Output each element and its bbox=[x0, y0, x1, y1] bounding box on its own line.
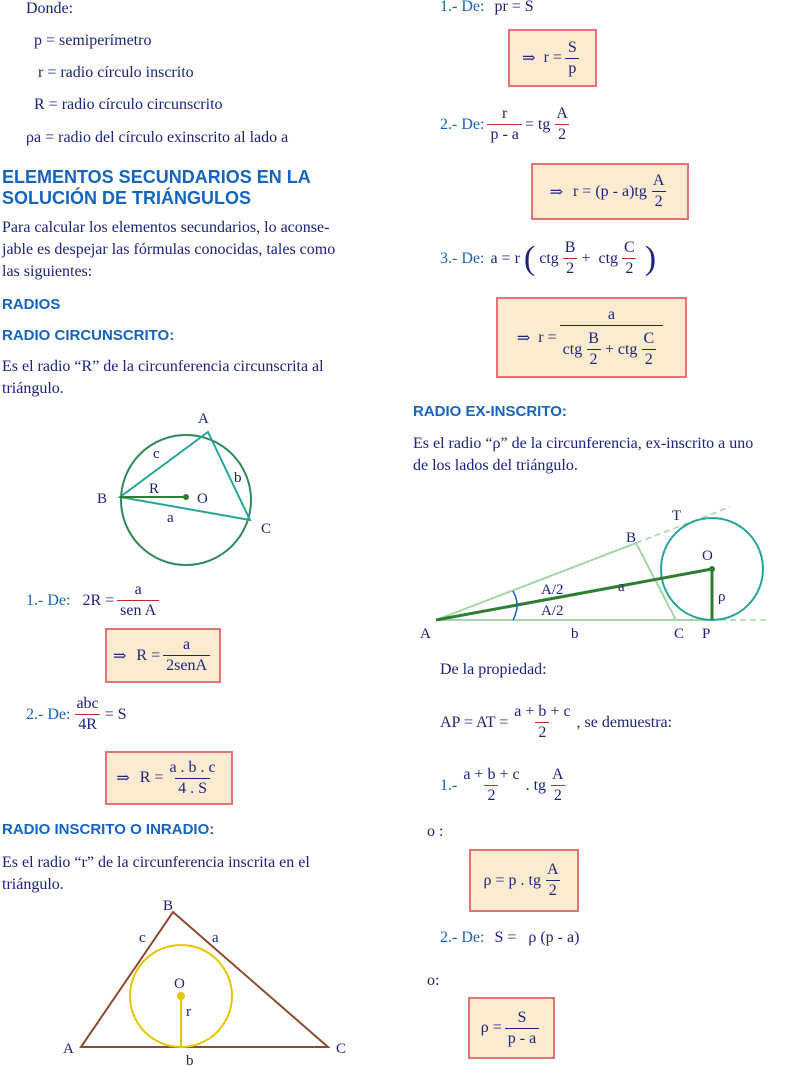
ex-b1-num: A bbox=[546, 861, 559, 878]
label-b: b bbox=[186, 1053, 194, 1066]
ex-o2: o: bbox=[427, 972, 440, 989]
label-B: B bbox=[97, 491, 108, 507]
exinscrito-prop: De la propiedad: bbox=[440, 661, 547, 678]
insc-f3-num2: C bbox=[624, 239, 635, 256]
label-O: O bbox=[174, 976, 185, 992]
insc-f2-label: 2.- De: bbox=[440, 115, 485, 133]
circ-b1-den: 2senA bbox=[163, 655, 210, 676]
insc-result-box-3 bbox=[496, 297, 687, 378]
circunscrito-desc bbox=[2, 356, 388, 400]
ex-f1-num2: A bbox=[552, 766, 564, 783]
exinscrito-desc-line1: Es el radio “ρ” de la circunferencia, ex-inscrito a uno bbox=[413, 435, 754, 452]
circ-b2-lhs: R = bbox=[139, 769, 164, 786]
circ-f2-frac bbox=[73, 694, 101, 735]
insc-b3-frac1 bbox=[585, 329, 602, 370]
insc-b3-lhs: r = bbox=[538, 328, 557, 346]
extension-AT bbox=[636, 507, 730, 543]
ex-ap-den: 2 bbox=[535, 722, 549, 743]
ex-formula-1 bbox=[440, 765, 570, 806]
ex-b2-den: p - a bbox=[505, 1028, 539, 1049]
insc-b3-plus: + ctg bbox=[604, 340, 638, 358]
radios-heading: RADIOS bbox=[2, 296, 61, 313]
label-A: A bbox=[63, 1041, 74, 1057]
insc-f3-ctg1: ctg bbox=[539, 249, 559, 267]
section-intro bbox=[2, 217, 388, 283]
excircle-figure bbox=[410, 500, 800, 645]
insc-f3-paren-left: ( bbox=[523, 239, 536, 277]
ex-f1-mid: . tg bbox=[525, 776, 547, 794]
insc-f2-num2: A bbox=[556, 105, 568, 122]
section-intro-line3: las siguientes: bbox=[2, 263, 93, 280]
label-a: a bbox=[212, 930, 219, 946]
insc-b3-num1: B bbox=[588, 330, 599, 347]
ex-b1-lhs: ρ = p . tg bbox=[483, 871, 541, 889]
insc-b1-arrow: ⇒ bbox=[522, 50, 536, 67]
ex-f1-num: a + b + c bbox=[463, 766, 520, 783]
ex-b2-num: S bbox=[517, 1008, 527, 1026]
exinscrito-desc-line2: de los lados del triángulo. bbox=[413, 457, 578, 474]
insc-b3-ctg1: ctg bbox=[562, 340, 583, 358]
section-title bbox=[2, 167, 311, 209]
circ-f2-label: 2.- De: bbox=[26, 705, 71, 723]
insc-f2-num: r bbox=[501, 105, 508, 122]
insc-f1-expr: pr = S bbox=[494, 0, 534, 15]
label-a: a bbox=[618, 579, 625, 595]
label-B: B bbox=[626, 530, 637, 546]
insc-b1-den: p bbox=[565, 58, 579, 79]
insc-b1-lhs: r = bbox=[543, 49, 562, 66]
ex-b2-lhs: ρ = bbox=[480, 1019, 502, 1036]
ex-formula-ap bbox=[440, 702, 672, 743]
label-c: c bbox=[139, 930, 146, 946]
label-C: C bbox=[336, 1041, 347, 1057]
ex-f1-frac2 bbox=[549, 765, 567, 806]
insc-formula-1 bbox=[440, 0, 534, 16]
circ-result-box-1 bbox=[105, 628, 221, 683]
ex-f2-expr: S = ρ (p - a) bbox=[494, 929, 580, 946]
insc-f3-den2: 2 bbox=[622, 258, 636, 279]
exinscrito-desc bbox=[413, 433, 798, 477]
label-O: O bbox=[197, 491, 208, 507]
definition-rho: ρa = radio del círculo exinscrito al lado a bbox=[26, 129, 289, 146]
insc-b2-arrow: ⇒ bbox=[549, 183, 563, 201]
inscribed-triangle bbox=[81, 912, 328, 1047]
inscrito-desc-line2: triángulo. bbox=[2, 876, 64, 893]
label-C: C bbox=[674, 626, 685, 642]
insc-b3-num: a bbox=[607, 306, 615, 323]
ex-f1-den: 2 bbox=[484, 785, 498, 806]
insc-result-box-1 bbox=[508, 29, 597, 87]
ex-ap-lhs: AP = AT = bbox=[440, 713, 509, 731]
inscribed-figure bbox=[55, 890, 355, 1066]
insc-f3-plus: + ctg bbox=[581, 249, 619, 267]
ex-result-box-1 bbox=[469, 849, 579, 912]
insc-f2-frac2 bbox=[553, 104, 571, 145]
section-intro-line2: jable es despejar las fórmulas conocidas, tales como bbox=[2, 241, 336, 258]
insc-b3-bigfrac bbox=[560, 305, 663, 370]
circumscribed-triangle bbox=[120, 432, 250, 520]
side-AB bbox=[436, 543, 636, 620]
label-A: A bbox=[420, 626, 431, 642]
circ-f1-den: sen A bbox=[117, 600, 159, 621]
ex-formula-2 bbox=[440, 929, 579, 947]
ex-b1-frac bbox=[544, 860, 562, 901]
definitions-intro: Donde: bbox=[26, 0, 74, 17]
label-A-half-1: A/2 bbox=[541, 582, 564, 598]
insc-b3-num2: C bbox=[643, 330, 655, 347]
label-T: T bbox=[672, 508, 682, 524]
circumscribed-figure bbox=[80, 405, 300, 580]
insc-f3-paren-right: ) bbox=[644, 239, 657, 277]
ex-f1-label: 1.- bbox=[440, 776, 458, 794]
circ-b1-lhs: R = bbox=[136, 646, 161, 664]
label-B: B bbox=[163, 898, 174, 914]
circ-formula-1 bbox=[26, 580, 162, 621]
ex-b2-frac bbox=[505, 1008, 539, 1049]
section-title-line2: SOLUCIÓN DE TRIÁNGULOS bbox=[2, 188, 252, 208]
insc-f3-den1: 2 bbox=[563, 258, 577, 279]
label-b: b bbox=[571, 626, 579, 642]
circ-result-box-2 bbox=[105, 751, 233, 805]
insc-b3-den1: 2 bbox=[587, 349, 601, 370]
insc-b3-den2: 2 bbox=[642, 349, 656, 370]
insc-formula-3 bbox=[440, 238, 660, 279]
ex-ap-num: a + b + c bbox=[514, 703, 571, 720]
insc-f3-label: 3.- De: bbox=[440, 249, 485, 267]
insc-b1-num: S bbox=[567, 38, 577, 56]
insc-b2-den: 2 bbox=[652, 191, 666, 212]
bisector-AO bbox=[436, 569, 712, 620]
insc-f2-frac bbox=[487, 104, 521, 145]
circ-b2-num: a . b . c bbox=[169, 758, 216, 776]
label-O: O bbox=[702, 548, 713, 564]
section-title-line1: ELEMENTOS SECUNDARIOS EN LA bbox=[2, 167, 311, 187]
insc-f3-frac2 bbox=[621, 238, 638, 279]
inscrito-desc-line1: Es el radio “r” de la circunferencia inscrita en el bbox=[2, 854, 310, 871]
incenter-O-dot bbox=[177, 992, 185, 1000]
insc-b3-arrow: ⇒ bbox=[516, 329, 531, 347]
label-A: A bbox=[198, 411, 209, 427]
ex-ap-rhs: , se demuestra: bbox=[576, 713, 673, 731]
insc-f2-mid: = tg bbox=[524, 115, 551, 133]
insc-formula-2 bbox=[440, 104, 574, 145]
circunscrito-desc-line1: Es el radio “R” de la circunferencia circunscrita al bbox=[2, 358, 324, 375]
ex-b1-den: 2 bbox=[546, 880, 560, 901]
insc-f2-den: p - a bbox=[487, 124, 521, 145]
circ-f1-frac bbox=[117, 580, 159, 621]
definition-R: R = radio círculo circunscrito bbox=[34, 96, 223, 113]
circ-f2-num: abc bbox=[76, 695, 99, 712]
circunscrito-desc-line2: triángulo. bbox=[2, 380, 64, 397]
label-A-half-2: A/2 bbox=[541, 603, 564, 619]
section-intro-line1: Para calcular los elementos secundarios, lo aconse- bbox=[2, 219, 330, 236]
ex-ap-frac bbox=[511, 702, 573, 743]
definition-r: r = radio círculo inscrito bbox=[38, 64, 194, 81]
definition-p: p = semiperímetro bbox=[34, 32, 152, 49]
circ-b2-den: 4 . S bbox=[175, 778, 210, 799]
ex-result-box-2 bbox=[468, 997, 555, 1059]
insc-f3-frac1 bbox=[562, 238, 579, 279]
circ-b1-num: a bbox=[183, 636, 191, 653]
label-P: P bbox=[702, 626, 711, 642]
label-r: r bbox=[186, 1004, 191, 1020]
insc-b2-frac bbox=[650, 171, 668, 212]
insc-b3-frac2 bbox=[640, 329, 657, 370]
center-O-dot bbox=[183, 494, 189, 500]
circ-b2-frac bbox=[166, 758, 218, 799]
inscrito-heading: RADIO INSCRITO O INRADIO: bbox=[2, 821, 215, 838]
ex-o1: o : bbox=[427, 823, 444, 840]
insc-f2-den2: 2 bbox=[555, 124, 569, 145]
circ-b1-arrow: ⇒ bbox=[113, 647, 127, 665]
insc-b1-frac bbox=[565, 38, 580, 79]
circ-f1-label: 1.- De: bbox=[26, 591, 71, 609]
insc-f3-lhs: a = r bbox=[490, 249, 520, 267]
circ-formula-2 bbox=[26, 694, 127, 735]
circ-f2-rhs: = S bbox=[104, 705, 127, 723]
ex-f2-label: 2.- De: bbox=[440, 929, 485, 946]
label-C: C bbox=[261, 521, 272, 537]
insc-f3-num1: B bbox=[564, 239, 576, 256]
insc-f1-label: 1.- De: bbox=[440, 0, 485, 15]
circ-f2-den: 4R bbox=[75, 714, 100, 735]
insc-b2-lhs: r = (p - a)tg bbox=[572, 182, 647, 200]
insc-b3-den bbox=[560, 325, 663, 370]
label-R: R bbox=[149, 481, 160, 497]
circ-f1-lhs: 2R = bbox=[82, 591, 115, 609]
label-a: a bbox=[167, 510, 174, 526]
circ-b1-frac bbox=[163, 635, 210, 676]
ex-f1-den2: 2 bbox=[551, 785, 565, 806]
circunscrito-heading: RADIO CIRCUNSCRITO: bbox=[2, 327, 175, 344]
circ-b2-arrow: ⇒ bbox=[116, 770, 130, 787]
label-c: c bbox=[153, 446, 160, 462]
excenter-O-dot bbox=[709, 566, 715, 572]
circ-f1-num: a bbox=[134, 581, 142, 598]
insc-result-box-2 bbox=[531, 163, 689, 220]
exinscrito-heading: RADIO EX-INSCRITO: bbox=[413, 403, 567, 420]
label-b: b bbox=[234, 470, 242, 486]
label-rho: ρ bbox=[718, 589, 726, 605]
ex-f1-frac bbox=[460, 765, 522, 806]
insc-b2-num: A bbox=[652, 172, 665, 189]
